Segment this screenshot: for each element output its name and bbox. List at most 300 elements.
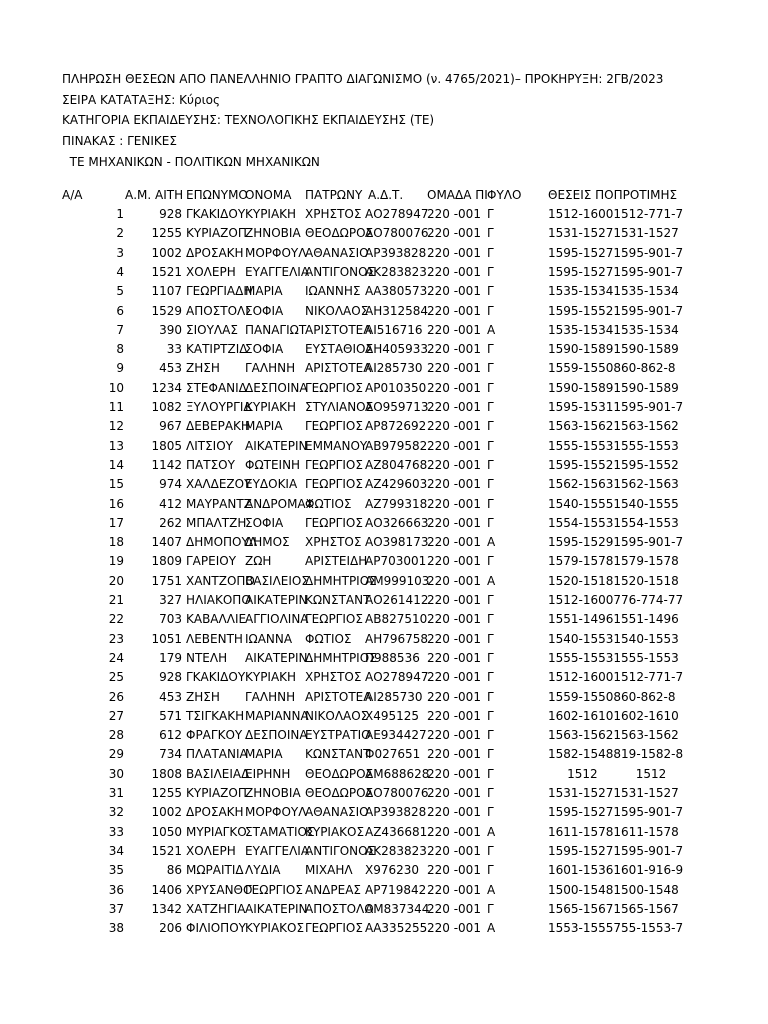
cell-adt: ΑΡ703001 <box>365 554 427 569</box>
cell-group: 220 -001 <box>427 670 481 685</box>
cell-adt: ΑΗ405933 <box>365 342 429 357</box>
header-name: ΟΝΟΜΑ <box>245 188 292 202</box>
cell-adt: ΑΖ436681 <box>365 824 428 839</box>
cell-positions: 1611-15781611-1578 <box>548 824 679 839</box>
cell-adt: ΑΑ335255 <box>365 921 428 936</box>
cell-aa: 29 <box>108 747 124 762</box>
cell-surname: ΧΑΤΖΗΓΙΑ <box>186 901 246 916</box>
cell-surname: ΦΡΑΓΚΟΥ <box>186 728 243 743</box>
cell-gender: Γ <box>487 766 494 781</box>
cell-father: ΑΠΟΣΤΟΛΟ <box>305 901 374 916</box>
cell-father: ΑΘΑΝΑΣΙΟ <box>305 245 369 260</box>
cell-adt: ΑΜ837344 <box>365 901 430 916</box>
cell-father: ΘΕΟΔΩΡΟΣ <box>305 226 374 241</box>
cell-am: 1809 <box>151 554 182 569</box>
cell-am: 33 <box>166 342 182 357</box>
cell-name: ΑΙΚΑΤΕΡΙΝ <box>245 593 308 607</box>
cell-name: ΚΥΡΙΑΚΗ <box>245 207 297 221</box>
cell-father: ΑΡΙΣΤΟΤΕΛ <box>305 322 372 337</box>
cell-positions: 1554-15531554-1553 <box>548 515 679 530</box>
cell-gender: Γ <box>487 496 494 511</box>
cell-group: 220 -001 <box>427 728 481 743</box>
cell-surname: ΚΑΒΑΛΛΙΕ <box>186 612 247 627</box>
cell-adt: ΑΖ799318 <box>365 496 428 511</box>
cell-name: ΔΗΜΟΣ <box>245 535 290 550</box>
cell-father: ΧΡΗΣΤΟΣ <box>305 670 362 685</box>
cell-adt: Φ027651 <box>365 747 421 762</box>
cell-group: 220 -001 <box>427 496 481 511</box>
cell-am: 1002 <box>151 805 182 820</box>
cell-aa: 11 <box>108 400 124 414</box>
cell-gender: Γ <box>487 515 494 530</box>
table-row <box>0 862 768 881</box>
cell-aa: 5 <box>116 284 124 299</box>
header-table: ΠΙΝΑΚΑΣ : ΓΕΝΙΚΕΣ <box>62 134 177 149</box>
cell-aa: 8 <box>116 342 124 357</box>
cell-adt: ΑΖ429603 <box>365 477 428 492</box>
cell-group: 220 -001 <box>427 226 481 241</box>
cell-positions: 1520-15181520-1518 <box>548 573 679 588</box>
cell-surname: ΣΙΟΥΛΑΣ <box>186 322 238 337</box>
cell-positions: 1540-15531540-1553 <box>548 631 679 646</box>
table-row <box>0 515 768 534</box>
cell-am: 571 <box>159 708 182 723</box>
cell-am: 412 <box>159 496 182 511</box>
cell-adt: ΑΟ780076 <box>365 226 429 241</box>
cell-aa: 28 <box>108 728 124 743</box>
cell-group: 220 -001 <box>427 477 481 492</box>
header-gender: ΦΥΛΟ <box>487 188 522 202</box>
cell-positions: 1595-15311595-901-7 <box>548 400 684 414</box>
cell-gender: Γ <box>487 670 494 685</box>
cell-adt: ΑΙ516716 <box>365 322 423 337</box>
cell-group: 220 -001 <box>427 863 481 878</box>
cell-group: 220 -001 <box>427 457 481 472</box>
cell-name: ΓΑΛΗΝΗ <box>245 361 296 376</box>
cell-surname: ΖΗΣΗ <box>186 689 220 704</box>
cell-name: ΣΟΦΙΑ <box>245 342 284 357</box>
cell-positions: 1563-15621563-1562 <box>548 728 679 743</box>
cell-am: 703 <box>159 612 182 627</box>
table-row <box>0 225 768 244</box>
cell-surname: ΔΡΟΣΑΚΗ <box>186 805 244 820</box>
cell-aa: 3 <box>116 245 124 260</box>
cell-surname: ΝΤΕΛΗ <box>186 650 228 665</box>
cell-positions: 1553-1555755-1553-7 <box>548 921 684 936</box>
cell-positions: 1595-15291595-901-7 <box>548 535 684 550</box>
cell-father: ΚΥΡΙΑΚΟΣ <box>305 824 365 839</box>
cell-gender: Γ <box>487 805 494 820</box>
cell-adt: ΑΡ010350 <box>365 380 427 395</box>
table-row <box>0 920 768 939</box>
cell-father: ΕΜΜΑΝΟΥ <box>305 438 368 453</box>
cell-adt: ΑΚ283823 <box>365 843 427 858</box>
cell-aa: 14 <box>108 457 124 472</box>
cell-father: ΦΩΤΙΟΣ <box>305 496 352 511</box>
cell-father: ΘΕΟΔΩΡΟΣ <box>305 766 374 781</box>
cell-surname: ΔΗΜΟΠΟΥΛ <box>186 535 258 550</box>
cell-father: ΚΩΝΣΤΑΝΤ <box>305 593 371 607</box>
cell-am: 1255 <box>151 226 182 241</box>
cell-name: ΕΥΑΓΓΕΛΙΑ <box>245 843 310 858</box>
cell-group: 220 -001 <box>427 824 481 839</box>
cell-surname: ΦΙΛΙΟΠΟΥ <box>186 921 246 936</box>
table-row <box>0 360 768 379</box>
cell-aa: 7 <box>116 322 124 337</box>
cell-gender: Γ <box>487 728 494 743</box>
cell-group: 220 -001 <box>427 380 481 395</box>
header-series: ΣΕΙΡΑ ΚΑΤΑΤΑΞΗΣ: Κύριος <box>62 92 221 107</box>
cell-positions: 1595-15271595-901-7 <box>548 843 684 858</box>
cell-group: 220 -001 <box>427 843 481 858</box>
table-row <box>0 592 768 611</box>
cell-surname: ΚΑΤΙΡΤΖΙΔ <box>186 342 248 357</box>
cell-name: ΜΑΡΙΑ <box>245 419 283 434</box>
cell-father: ΓΕΩΡΓΙΟΣ <box>305 612 363 627</box>
cell-am: 453 <box>159 361 182 376</box>
cell-aa: 35 <box>108 863 124 878</box>
cell-aa: 20 <box>108 573 124 588</box>
table-row <box>0 708 768 727</box>
cell-positions: 1579-15781579-1578 <box>548 554 679 569</box>
cell-father: ΦΩΤΙΟΣ <box>305 631 352 646</box>
cell-am: 390 <box>159 322 182 337</box>
header-father: ΠΑΤΡΩΝΥ <box>305 188 363 202</box>
cell-gender: Α <box>487 535 496 550</box>
cell-father: ΘΕΟΔΩΡΟΣ <box>305 786 374 800</box>
table-row <box>0 534 768 553</box>
cell-group: 220 -001 <box>427 342 481 357</box>
cell-adt: ΑΙ285730 <box>365 361 423 376</box>
cell-adt: ΑΜ999103 <box>365 573 430 588</box>
cell-father: ΑΝΤΙΓΟΝΟΣ <box>305 264 376 279</box>
header-title: ΠΛΗΡΩΣΗ ΘΕΣΕΩΝ ΑΠΟ ΠΑΝΕΛΛΗΝΙΟ ΓΡΑΠΤΟ ΔΙΑΓΩΝΙΣΜΟ (ν. 4765/2021)– ΠΡΟΚΗΡΥΞΗ: 2ΓΒ/2023 <box>62 72 664 86</box>
cell-positions: 1563-15621563-1562 <box>548 419 679 434</box>
table-row <box>0 245 768 264</box>
cell-adt: ΑΕ934427 <box>365 728 427 743</box>
cell-adt: ΑΟ780076 <box>365 786 429 800</box>
cell-group: 220 -001 <box>427 400 481 414</box>
cell-father: ΑΘΑΝΑΣΙΟ <box>305 805 369 820</box>
cell-father: ΓΕΩΡΓΙΟΣ <box>305 419 363 434</box>
cell-aa: 36 <box>108 882 124 897</box>
cell-adt: ΑΚ283823 <box>365 264 427 279</box>
cell-adt: ΑΑ380573 <box>365 284 428 299</box>
cell-surname: ΞΥΛΟΥΡΓΙΔ <box>186 400 252 414</box>
table-row <box>0 264 768 283</box>
cell-father: ΓΕΩΡΓΙΟΣ <box>305 457 363 472</box>
table-row <box>0 650 768 669</box>
cell-group: 220 -001 <box>427 535 481 550</box>
cell-name: ΣΟΦΙΑ <box>245 303 284 318</box>
table-row <box>0 901 768 920</box>
cell-group: 220 -001 <box>427 554 481 569</box>
cell-adt: Χ976230 <box>365 863 420 878</box>
table-row <box>0 631 768 650</box>
cell-aa: 33 <box>108 824 124 839</box>
cell-aa: 24 <box>108 650 124 665</box>
header-surname: ΕΠΩΝΥΜΟ <box>186 188 248 202</box>
cell-group: 220 -001 <box>427 303 481 318</box>
cell-name: ΔΕΣΠΟΙΝΑ <box>245 728 308 743</box>
header-am: Α.Μ. ΑΙΤΗ <box>125 188 184 202</box>
table-row <box>0 746 768 765</box>
cell-positions: 1595-15271595-901-7 <box>548 245 684 260</box>
cell-group: 220 -001 <box>427 708 481 723</box>
cell-name: ΜΑΡΙΑ <box>245 747 283 762</box>
cell-gender: Γ <box>487 593 494 607</box>
cell-aa: 18 <box>108 535 124 550</box>
cell-aa: 38 <box>108 921 124 936</box>
table-row <box>0 824 768 843</box>
cell-surname: ΜΠΑΛΤΖΗ <box>186 515 247 530</box>
cell-positions: 1590-15891590-1589 <box>548 342 679 357</box>
cell-father: ΜΙΧΑΗΛ <box>305 863 353 878</box>
cell-group: 220 -001 <box>427 921 481 936</box>
cell-surname: ΓΚΑΚΙΔΟΥ <box>186 207 246 221</box>
cell-name: ΑΙΚΑΤΕΡΙΝ <box>245 650 308 665</box>
cell-gender: Α <box>487 921 496 936</box>
cell-name: ΙΩΑΝΝΑ <box>245 631 293 646</box>
cell-adt: ΑΗ312584 <box>365 303 429 318</box>
cell-aa: 17 <box>108 515 124 530</box>
cell-group: 220 -001 <box>427 631 481 646</box>
cell-aa: 31 <box>108 786 124 800</box>
cell-adt: ΑΟ959713 <box>365 400 429 414</box>
cell-positions: 1540-15551540-1555 <box>548 496 679 511</box>
cell-gender: Γ <box>487 264 494 279</box>
cell-aa: 4 <box>116 264 124 279</box>
table-row <box>0 785 768 804</box>
cell-father: ΑΡΙΣΤΕΙΔΗ <box>305 554 368 569</box>
cell-positions: 1559-1550860-862-8 <box>548 361 676 376</box>
cell-am: 1051 <box>151 631 182 646</box>
cell-group: 220 -001 <box>427 264 481 279</box>
cell-father: ΔΗΜΗΤΡΙΟΣ <box>305 650 377 665</box>
cell-positions: 1531-15271531-1527 <box>548 226 679 241</box>
cell-am: 86 <box>166 863 182 878</box>
cell-surname: ΣΤΕΦΑΝΙΔ <box>186 380 247 395</box>
cell-father: ΓΕΩΡΓΙΟΣ <box>305 477 363 492</box>
cell-aa: 1 <box>116 207 124 221</box>
cell-name: ΓΑΛΗΝΗ <box>245 689 296 704</box>
cell-am: 1407 <box>151 535 182 550</box>
cell-am: 1002 <box>151 245 182 260</box>
cell-father: ΑΡΙΣΤΟΤΕΛ <box>305 361 372 376</box>
cell-positions: 1601-15361601-916-9 <box>548 863 684 878</box>
cell-father: ΑΡΙΣΤΟΤΕΛ <box>305 689 372 704</box>
cell-name: ΑΙΚΑΤΕΡΙΝ <box>245 438 308 453</box>
table-row <box>0 553 768 572</box>
cell-aa: 26 <box>108 689 124 704</box>
table-row <box>0 882 768 901</box>
cell-positions: 1602-16101602-1610 <box>548 708 679 723</box>
cell-name: ΑΓΓΙΟΛΙΝΑ <box>245 612 309 627</box>
table-row <box>0 804 768 823</box>
cell-father: ΝΙΚΟΛΑΟΣ <box>305 303 369 318</box>
cell-group: 220 -001 <box>427 747 481 762</box>
cell-gender: Α <box>487 573 496 588</box>
cell-aa: 9 <box>116 361 124 376</box>
cell-adt: ΑΒ827510 <box>365 612 428 627</box>
cell-aa: 30 <box>108 766 124 781</box>
cell-aa: 25 <box>108 670 124 685</box>
cell-name: ΕΥΑΓΓΕΛΙΑ <box>245 264 310 279</box>
cell-father: ΑΝΔΡΕΑΣ <box>305 882 362 897</box>
cell-am: 1342 <box>151 901 182 916</box>
cell-adt: ΑΟ278947 <box>365 207 429 221</box>
cell-group: 220 -001 <box>427 573 481 588</box>
cell-father: ΑΝΤΙΓΟΝΟΣ <box>305 843 376 858</box>
table-row <box>0 669 768 688</box>
cell-positions: 1512 1512 <box>548 766 667 781</box>
cell-adt: ΑΙ285730 <box>365 689 423 704</box>
cell-am: 206 <box>159 921 182 936</box>
cell-surname: ΚΥΡΙΑΖΟΠ <box>186 786 247 800</box>
cell-am: 1808 <box>151 766 182 781</box>
cell-aa: 2 <box>116 226 124 241</box>
cell-positions: 1512-16001512-771-7 <box>548 670 684 685</box>
cell-surname: ΧΟΛΕΡΗ <box>186 843 236 858</box>
cell-group: 220 -001 <box>427 650 481 665</box>
cell-gender: Γ <box>487 303 494 318</box>
cell-name: ΕΥΔΟΚΙΑ <box>245 477 298 492</box>
cell-surname: ΧΟΛΕΡΗ <box>186 264 236 279</box>
cell-group: 220 -001 <box>427 593 481 607</box>
cell-am: 928 <box>159 207 182 221</box>
cell-name: ΑΝΔΡΟΜΑΧ <box>245 496 314 511</box>
cell-adt: ΑΗ796758 <box>365 631 429 646</box>
cell-name: ΖΗΝΟΒΙΑ <box>245 226 301 241</box>
cell-positions: 1595-15521595-1552 <box>548 457 679 472</box>
header-aa: Α/Α <box>62 188 83 202</box>
cell-aa: 10 <box>108 380 124 395</box>
cell-adt: ΑΟ261412 <box>365 593 429 607</box>
cell-name: ΑΙΚΑΤΕΡΙΝ <box>245 901 308 916</box>
cell-gender: Γ <box>487 650 494 665</box>
cell-gender: Γ <box>487 689 494 704</box>
cell-am: 1142 <box>151 457 182 472</box>
cell-positions: 1555-15531555-1553 <box>548 650 679 665</box>
cell-gender: Α <box>487 882 496 897</box>
cell-surname: ΚΥΡΙΑΖΟΠ <box>186 226 247 241</box>
cell-name: ΦΩΤΕΙΝΗ <box>245 457 301 472</box>
cell-adt: ΑΟ278947 <box>365 670 429 685</box>
cell-group: 220 -001 <box>427 361 481 376</box>
cell-gender: Γ <box>487 245 494 260</box>
cell-surname: ΜΥΡΙΑΓΚΟ <box>186 824 247 839</box>
cell-am: 1255 <box>151 786 182 800</box>
cell-name: ΓΕΩΡΓΙΟΣ <box>245 882 303 897</box>
cell-am: 1082 <box>151 400 182 414</box>
cell-aa: 27 <box>108 708 124 723</box>
cell-aa: 16 <box>108 496 124 511</box>
cell-adt: Π988536 <box>365 650 420 665</box>
cell-name: ΕΙΡΗΝΗ <box>245 766 291 781</box>
cell-name: ΚΥΡΙΑΚΗ <box>245 400 297 414</box>
cell-am: 974 <box>159 477 182 492</box>
cell-surname: ΗΛΙΑΚΟΠΟ <box>186 593 251 607</box>
cell-aa: 21 <box>108 593 124 607</box>
cell-am: 967 <box>159 419 182 434</box>
cell-name: ΖΗΝΟΒΙΑ <box>245 786 301 800</box>
table-row <box>0 399 768 418</box>
cell-aa: 22 <box>108 612 124 627</box>
cell-father: ΕΥΣΤΑΘΙΟΣ <box>305 342 374 357</box>
cell-positions: 1535-15341535-1534 <box>548 284 679 299</box>
cell-surname: ΑΠΟΣΤΟΛΙ <box>186 303 249 318</box>
cell-group: 220 -001 <box>427 612 481 627</box>
cell-positions: 1595-15271595-901-7 <box>548 264 684 279</box>
table-row <box>0 438 768 457</box>
table-row <box>0 322 768 341</box>
cell-gender: Γ <box>487 863 494 878</box>
cell-aa: 34 <box>108 843 124 858</box>
cell-positions: 1582-1548819-1582-8 <box>548 747 684 762</box>
cell-positions: 1512-16001512-771-7 <box>548 207 684 221</box>
cell-surname: ΓΑΡΕΙΟΥ <box>186 554 237 569</box>
cell-gender: Γ <box>487 477 494 492</box>
cell-group: 220 -001 <box>427 882 481 897</box>
cell-father: ΙΩΑΝΝΗΣ <box>305 284 361 299</box>
header-group: ΟΜΑΔΑ ΠΙ <box>427 188 488 202</box>
table-row <box>0 689 768 708</box>
cell-name: ΖΩΗ <box>245 554 272 569</box>
cell-aa: 32 <box>108 805 124 820</box>
cell-adt: ΑΒ979582 <box>365 438 428 453</box>
cell-am: 1107 <box>151 284 182 299</box>
table-row <box>0 476 768 495</box>
cell-name: ΜΟΡΦΟΥΛ <box>245 245 307 260</box>
cell-positions: 1555-15531555-1553 <box>548 438 679 453</box>
cell-positions: 1590-15891590-1589 <box>548 380 679 395</box>
header-positions: ΘΕΣΕΙΣ ΠΟΠΡΟΤΙΜΗΣ <box>548 188 678 202</box>
cell-gender: Γ <box>487 631 494 646</box>
cell-group: 220 -001 <box>427 805 481 820</box>
cell-am: 734 <box>159 747 182 762</box>
cell-adt: Χ495125 <box>365 708 420 723</box>
cell-gender: Γ <box>487 708 494 723</box>
cell-surname: ΠΛΑΤΑΝΙΑ <box>186 747 248 762</box>
cell-gender: Γ <box>487 457 494 472</box>
cell-am: 612 <box>159 728 182 743</box>
cell-gender: Γ <box>487 843 494 858</box>
cell-father: ΕΥΣΤΡΑΤΙΟ <box>305 728 371 743</box>
cell-group: 220 -001 <box>427 419 481 434</box>
cell-am: 1406 <box>151 882 182 897</box>
cell-surname: ΠΑΤΣΟΥ <box>186 457 235 472</box>
cell-surname: ΔΕΒΕΡΑΚΗ <box>186 419 250 434</box>
cell-aa: 6 <box>116 303 124 318</box>
cell-aa: 12 <box>108 419 124 434</box>
cell-surname: ΧΡΥΣΑΝΘΟ <box>186 882 253 897</box>
cell-adt: ΑΟ398173 <box>365 535 429 550</box>
cell-am: 928 <box>159 670 182 685</box>
cell-father: ΧΡΗΣΤΟΣ <box>305 207 362 221</box>
cell-adt: ΑΜ688628 <box>365 766 430 781</box>
table-row <box>0 457 768 476</box>
table-row <box>0 496 768 515</box>
table-row <box>0 303 768 322</box>
table-row <box>0 283 768 302</box>
cell-group: 220 -001 <box>427 786 481 800</box>
cell-name: ΔΕΣΠΟΙΝΑ <box>245 380 308 395</box>
cell-group: 220 -001 <box>427 245 481 260</box>
cell-adt: ΑΡ393828 <box>365 805 427 820</box>
cell-positions: 1500-15481500-1548 <box>548 882 679 897</box>
cell-positions: 1562-15631562-1563 <box>548 477 679 492</box>
cell-surname: ΧΑΝΤΖΟΠΟ <box>186 573 255 588</box>
